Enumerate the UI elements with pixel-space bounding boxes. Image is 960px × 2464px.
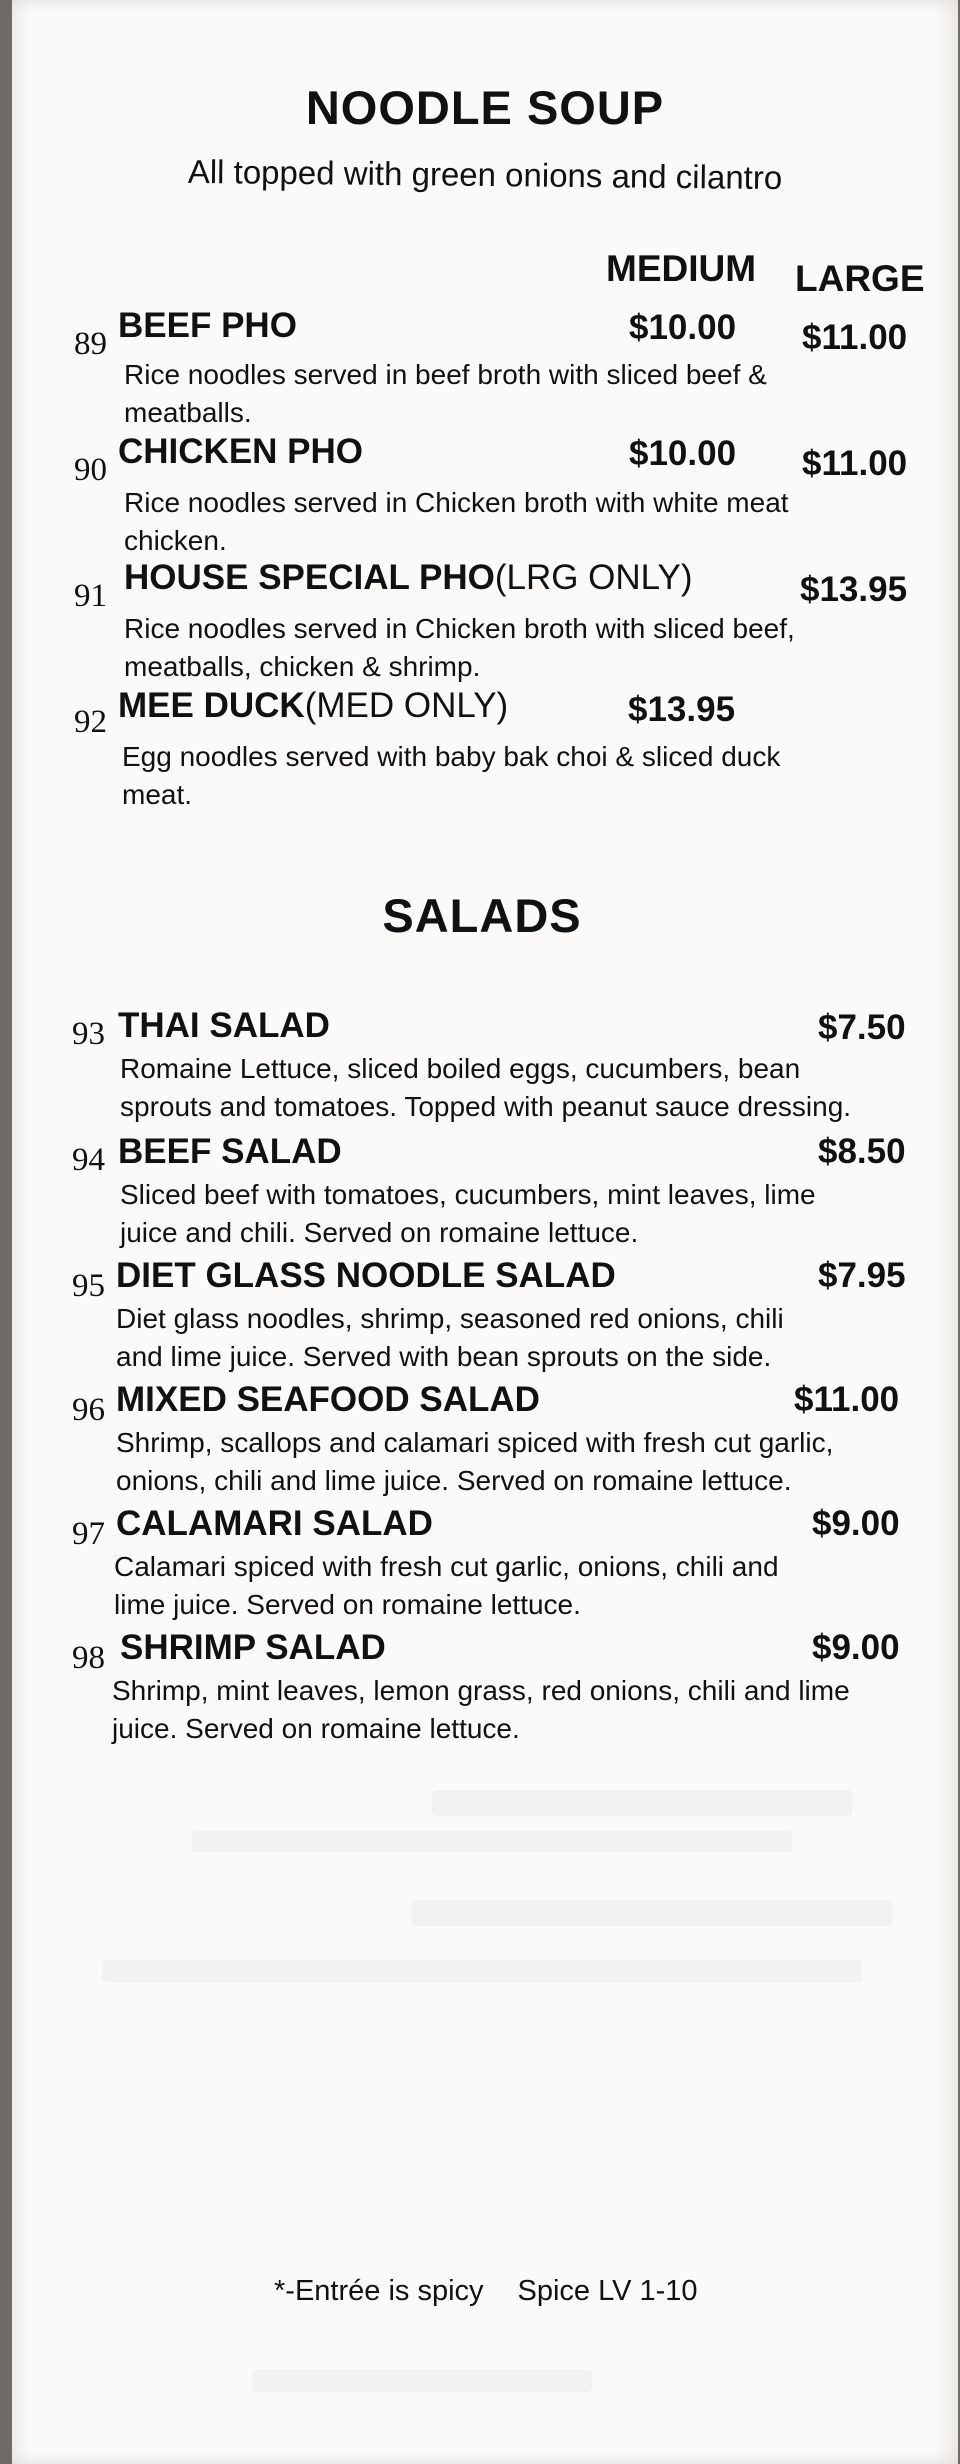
item-name: SHRIMP SALAD [120, 1628, 386, 1667]
show-through-mark [252, 2370, 592, 2392]
price-medium: $13.95 [628, 690, 736, 729]
item-description: Egg noodles served with baby bak choi & sliced duck meat. [122, 741, 781, 810]
price-medium: $10.00 [629, 308, 737, 347]
price-large: $11.00 [802, 444, 908, 483]
item-description: Diet glass noodles, shrimp, seasoned red onions, chili and lime juice. Served with bean sprouts on the side. [116, 1303, 784, 1372]
spice-level-note: Spice LV 1-10 [517, 2275, 698, 2307]
item-name: BEEF PHO [118, 306, 297, 345]
price-large: $11.00 [802, 318, 908, 357]
item-description: Rice noodles served in Chicken broth with sliced beef, meatballs, chicken & shrimp. [124, 613, 795, 682]
item-name: MEE DUCK(MED ONLY) [118, 686, 509, 725]
item-name: HOUSE SPECIAL PHO(LRG ONLY) [124, 558, 693, 597]
item-price: $7.95 [818, 1256, 906, 1295]
show-through-mark [102, 1960, 862, 1982]
show-through-mark [192, 1830, 792, 1852]
item-description: Rice noodles served in beef broth with sliced beef & meatballs. [124, 359, 767, 428]
show-through-mark [412, 1900, 892, 1926]
price-large: $13.95 [800, 570, 908, 609]
item-description: Sliced beef with tomatoes, cucumbers, mint leaves, lime juice and chili. Served on romaine lettuce. [120, 1179, 816, 1248]
item-price: $8.50 [818, 1132, 906, 1171]
column-medium-label: MEDIUM [606, 248, 757, 289]
item-description: Rice noodles served in Chicken broth with white meat chicken. [124, 487, 789, 556]
item-description: Calamari spiced with fresh cut garlic, onions, chili and lime juice. Served on romaine lettuce. [114, 1551, 779, 1620]
item-size-note: (LRG ONLY) [494, 558, 693, 597]
item-description: Shrimp, mint leaves, lemon grass, red onions, chili and lime juice. Served on romaine lettuce. [112, 1675, 850, 1744]
item-number: 96 [72, 1392, 105, 1428]
item-name: DIET GLASS NOODLE SALAD [116, 1256, 616, 1295]
item-description: Romaine Lettuce, sliced boiled eggs, cucumbers, bean sprouts and tomatoes. Topped with peanut sauce dressing. [120, 1053, 852, 1122]
item-number: 90 [74, 452, 107, 488]
item-name: BEEF SALAD [118, 1132, 342, 1171]
footer-note [274, 2275, 732, 2308]
item-number: 92 [74, 704, 107, 740]
item-price: $7.50 [818, 1008, 906, 1047]
item-number: 94 [72, 1142, 105, 1178]
salads-heading: SALADS [382, 889, 582, 942]
noodle-soup-heading: NOODLE SOUP [305, 81, 665, 134]
item-price: $11.00 [794, 1380, 900, 1419]
menu-page [12, 0, 958, 2464]
item-description: Shrimp, scallops and calamari spiced with fresh cut garlic, onions, chili and lime juice. Served on romaine lettuce. [116, 1427, 834, 1496]
spicy-note: *-Entrée is spicy [274, 2275, 484, 2307]
item-name: CHICKEN PHO [118, 432, 364, 471]
item-name: CALAMARI SALAD [116, 1504, 433, 1543]
item-name: THAI SALAD [118, 1006, 330, 1045]
noodle-soup-subtitle: All topped with green onions and cilantro [187, 152, 783, 197]
item-number: 97 [72, 1516, 105, 1552]
item-size-note: (MED ONLY) [304, 686, 509, 725]
item-number: 89 [74, 326, 107, 362]
item-number: 93 [72, 1016, 105, 1052]
item-price: $9.00 [812, 1628, 900, 1667]
item-number: 91 [74, 578, 107, 614]
column-large-label: LARGE [795, 258, 925, 299]
show-through-mark [432, 1790, 852, 1816]
item-number: 98 [72, 1640, 105, 1676]
item-price: $9.00 [812, 1504, 900, 1543]
item-number: 95 [72, 1268, 105, 1304]
item-name: MIXED SEAFOOD SALAD [116, 1380, 540, 1419]
price-medium: $10.00 [629, 434, 737, 473]
